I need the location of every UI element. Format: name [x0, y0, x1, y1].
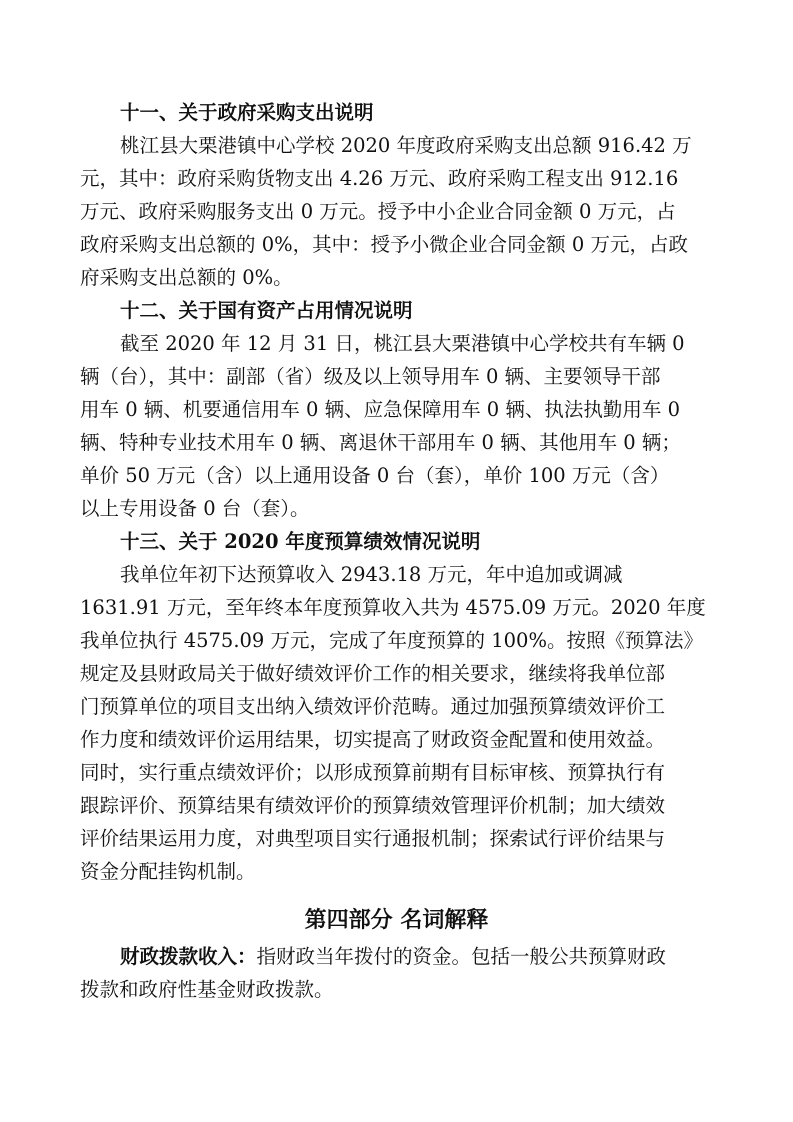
definition-line	[80, 940, 720, 973]
section-12-line: 辆、特种专业技术用车 0 辆、离退休干部用车 0 辆、其他用车 0 辆；	[80, 431, 681, 454]
section-13-line: 门预算单位的项目支出纳入绩效评价范畴。通过加强预算绩效评价工	[80, 695, 666, 718]
section-13-line: 规定及县财政局关于做好绩效评价工作的相关要求，继续将我单位部	[80, 662, 666, 685]
section-13-line: 同时，实行重点绩效评价；以形成预算前期有目标审核、预算执行有	[80, 761, 666, 784]
part-4-definition	[80, 940, 720, 1006]
definition-line: 拨款和政府性基金财政拨款。	[80, 978, 334, 1001]
section-13-line: 资金分配挂钩机制。	[80, 860, 256, 883]
section-13	[80, 525, 720, 888]
section-13-line: 我单位年初下达预算收入 2943.18 万元，年中追加或调减	[120, 563, 623, 586]
section-13-heading: 十三、关于 2020 年度预算绩效情况说明	[120, 530, 481, 553]
section-11-line: 万元、政府采购服务支出 0 万元。授予中小企业合同金额 0 万元，占	[80, 200, 676, 223]
section-13-line: 评价结果运用力度，对典型项目实行通报机制；探索试行评价结果与	[80, 827, 666, 850]
section-11-line: 元，其中：政府采购货物支出 4.26 万元、政府采购工程支出 912.16	[80, 167, 679, 190]
section-12-line: 用车 0 辆、机要通信用车 0 辆、应急保障用车 0 辆、执法执勤用车 0	[80, 398, 681, 421]
part-4-title: 第四部分 名词解释	[304, 907, 489, 933]
section-11-line: 桃江县大栗港镇中心学校 2020 年度政府采购支出总额 916.42 万	[120, 134, 692, 157]
section-13-line: 1631.91 万元，至年终本年度预算收入共为 4575.09 万元。2020 年度	[80, 596, 706, 619]
section-12-line: 以上专用设备 0 台（套）。	[80, 497, 310, 520]
section-12-line: 截至 2020 年 12 月 31 日，桃江县大栗港镇中心学校共有车辆 0	[120, 332, 685, 355]
section-12-line: 辆（台），其中：副部（省）级及以上领导用车 0 辆、主要领导干部	[80, 365, 661, 388]
section-12-line: 单价 50 万元（含）以上通用设备 0 台（套），单价 100 万元（含）	[80, 464, 670, 487]
definition-text: 指财政当年拨付的资金。包括一般公共预算财政	[256, 945, 667, 968]
definition-term: 财政拨款收入：	[120, 945, 257, 968]
section-13-line: 我单位执行 4575.09 万元，完成了年度预算的 100%。按照《预算法》	[80, 629, 703, 652]
section-11-line: 府采购支出总额的 0%。	[80, 266, 293, 289]
section-11-heading: 十一、关于政府采购支出说明	[120, 101, 374, 124]
section-12-heading: 十二、关于国有资产占用情况说明	[120, 299, 413, 322]
section-13-line: 作力度和绩效评价运用结果，切实提高了财政资金配置和使用效益。	[80, 728, 666, 751]
section-11	[80, 96, 720, 294]
section-11-line: 政府采购支出总额的 0%，其中：授予小微企业合同金额 0 万元，占政	[80, 233, 688, 256]
section-12	[80, 294, 720, 525]
section-13-line: 跟踪评价、预算结果有绩效评价的预算绩效管理评价机制；加大绩效	[80, 794, 666, 817]
